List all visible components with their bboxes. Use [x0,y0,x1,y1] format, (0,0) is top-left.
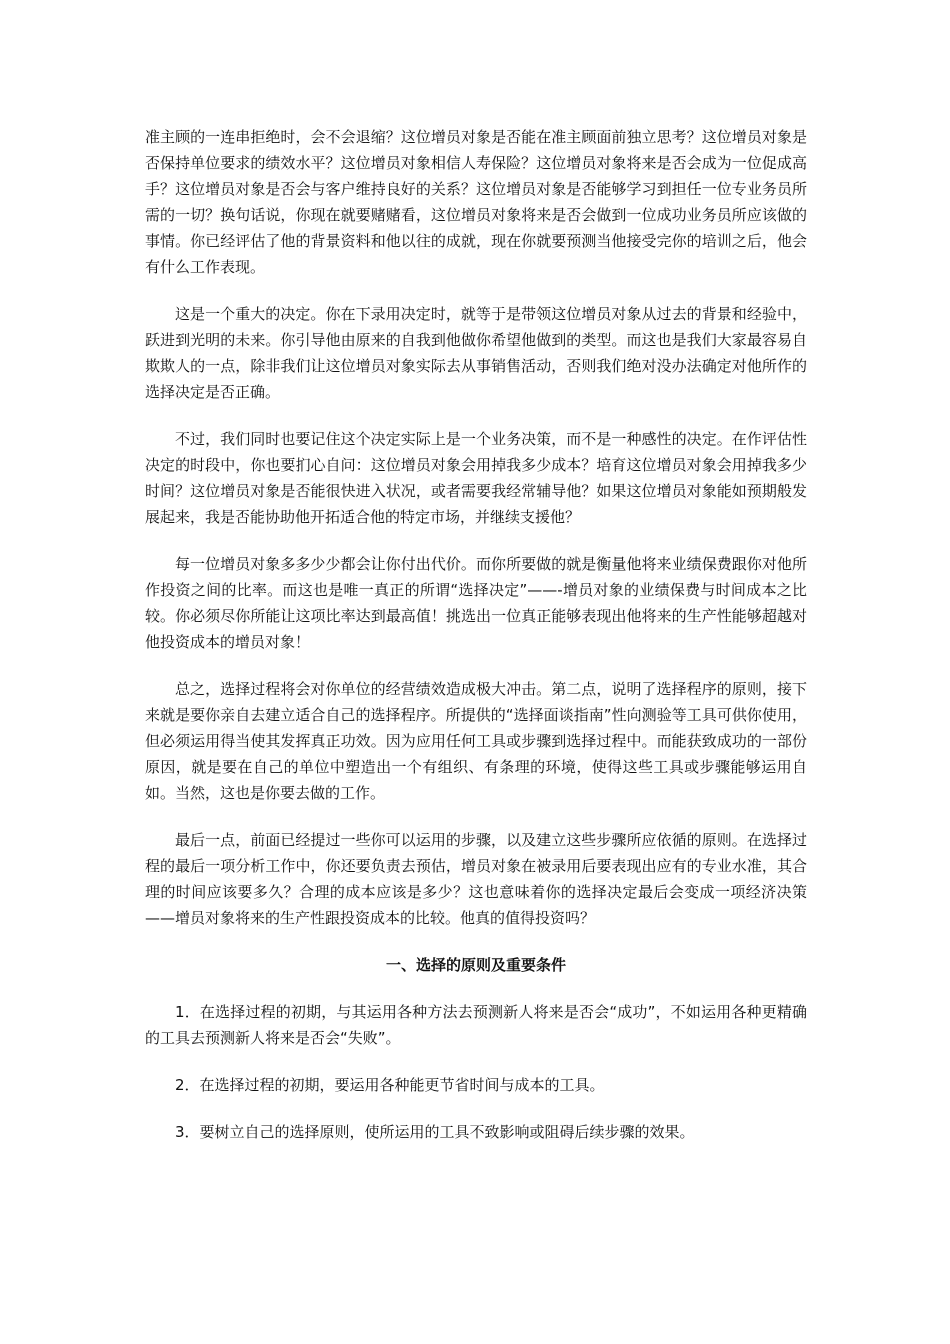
list-item-3: 3．要树立自己的选择原则，使所运用的工具不致影响或阻碍后续步骤的效果。 [175,1123,695,1141]
paragraph-1: 准主顾的一连串拒绝时，会不会退缩？这位增员对象是否能在准主顾面前独立思考？这位增员对象是否保持单位要求的绩效水平？这位增员对象相信人寿保险？这位增员对象将来是否会成为一位促成高手？这位增员对象是否会与客户维持良好的关系？这位增员对象是否能够学习到担任一位专业务员所需的一切？换句话说，你现在就要赌赌看，这位增员对象将来是否会做到一位成功业务员所应该做的事情。你已经评估了他的背景资料和他以往的成就，现在你就要预测当他接受完你的培训之后，他会有什么工作表现。 [145,128,807,276]
paragraph-5: 总之，选择过程将会对你单位的经营绩效造成极大冲击。第二点，说明了选择程序的原则，接下来就是要你亲自去建立适合自己的选择程序。所提供的“选择面谈指南”性向测验等工具可供你使用，但必须运用得当使其发挥真正功效。因为应用任何工具或步骤到选择过程中。而能获致成功的一部份原因，就是要在自己的单位中塑造出一个有组织、有条理的环境，使得这些工具或步骤能够运用自如。当然，这也是你要去做的工作。 [145,680,807,802]
section-heading: 一、选择的原则及重要条件 [385,956,566,974]
paragraph-2: 这是一个重大的决定。你在下录用决定时，就等于是带领这位增员对象从过去的背景和经验中，跃进到光明的未来。你引导他由原来的自我到他做你希望他做到的类型。而这也是我们大家最容易自欺欺人的一点，除非我们让这位增员对象实际去从事销售活动，否则我们绝对没办法确定对他所作的选择决定是否正确。 [145,305,807,401]
list-item-2: 2．在选择过程的初期，要运用各种能更节省时间与成本的工具。 [175,1076,605,1094]
paragraph-6: 最后一点，前面已经提过一些你可以运用的步骤，以及建立这些步骤所应依循的原则。在选择过程的最后一项分析工作中，你还要负责去预估，增员对象在被录用后要表现出应有的专业水准，其合理的时间应该要多久？合理的成本应该是多少？这也意味着你的选择决定最后会变成一项经济决策——增员对象将来的生产性跟投资成本的比较。他真的值得投资吗？ [145,831,807,927]
list-item-1: 1．在选择过程的初期，与其运用各种方法去预测新人将来是否会“成功”，不如运用各种更精确的工具去预测新人将来是否会“失败”。 [145,1003,807,1047]
paragraph-3: 不过，我们同时也要记住这个决定实际上是一个业务决策，而不是一种感性的决定。在作评估性决定的时段中，你也要扪心自问：这位增员对象会用掉我多少成本？培育这位增员对象会用掉我多少时间？这位增员对象是否能很快进入状况，或者需要我经常辅导他？如果这位增员对象能如预期般发展起来，我是否能协助他开拓适合他的特定市场，并继续支援他？ [145,430,807,526]
document-page [145,124,807,1166]
paragraph-4: 每一位增员对象多多少少都会让你付出代价。而你所要做的就是衡量他将来业绩保费跟你对他所作投资之间的比率。而这也是唯一真正的所谓“选择决定”——-增员对象的业绩保费与时间成本之比较。你必须尽你所能让这项比率达到最高值！挑选出一位真正能够表现出他将来的生产性能够超越对他投资成本的增员对象！ [145,555,807,651]
